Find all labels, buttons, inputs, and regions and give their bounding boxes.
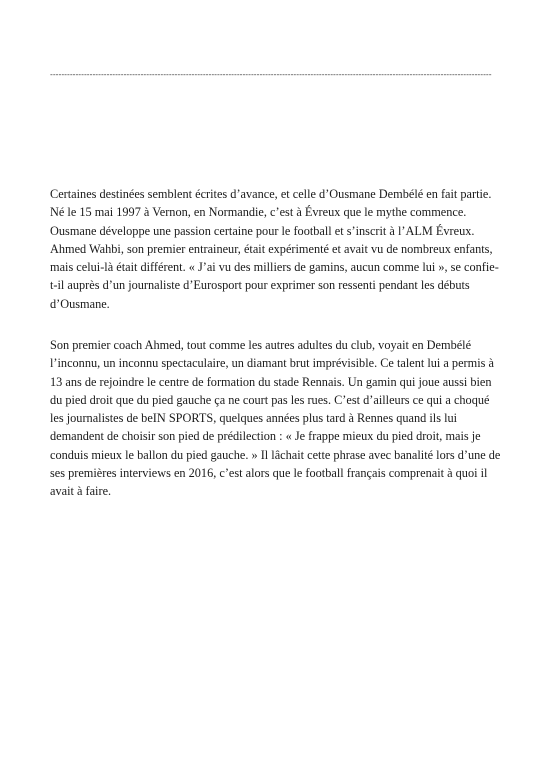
paragraph-coach: Son premier coach Ahmed, tout comme les autres adultes du club, voyait en Dembélé l’inconnu, un inconnu spectaculaire, un diamant brut imprévisible. Ce talent lui a permis à 13 ans de rejoindre le centre de formation du stade Rennais. Un gamin qui joue aussi bien du pied droit que du pied gauche ça ne court pas les rues. C’est d’ailleurs ce qui a choqué les journalistes de beIN SPORTS, quelques années plus tard à Rennes quand ils lui demandent de choisir son pied de prédilection : « Je frappe mieux du pied droit, mais je conduis mieux le ballon du pied gauche. » Il lâchait cette phrase avec banalité lors d’une de ses premières interviews en 2016, c’est alors que le football français comprenait à quoi il avait à faire. [50, 338, 501, 499]
dashed-separator: ------------------------------------------------------------------------------------------------------------------------------------------------------------ [50, 69, 492, 79]
paragraph-intro: Certaines destinées semblent écrites d’avance, et celle d’Ousmane Dembélé en fait partie. Né le 15 mai 1997 à Vernon, en Normandie, c’est à Évreux que le mythe commence. Ousmane développe une passion certaine pour le football et s’inscrit à l’ALM Évreux. Ahmed Wahbi, son premier entraineur, était expérimenté et avait vu de nombreux enfants, mais celui-là était différent. « J’ai vu des milliers de gamins, aucun comme lui », se confie-t-il auprès d’un journaliste d’Eurosport pour exprimer son ressenti pendant les débuts d’Ousmane. [50, 187, 499, 311]
